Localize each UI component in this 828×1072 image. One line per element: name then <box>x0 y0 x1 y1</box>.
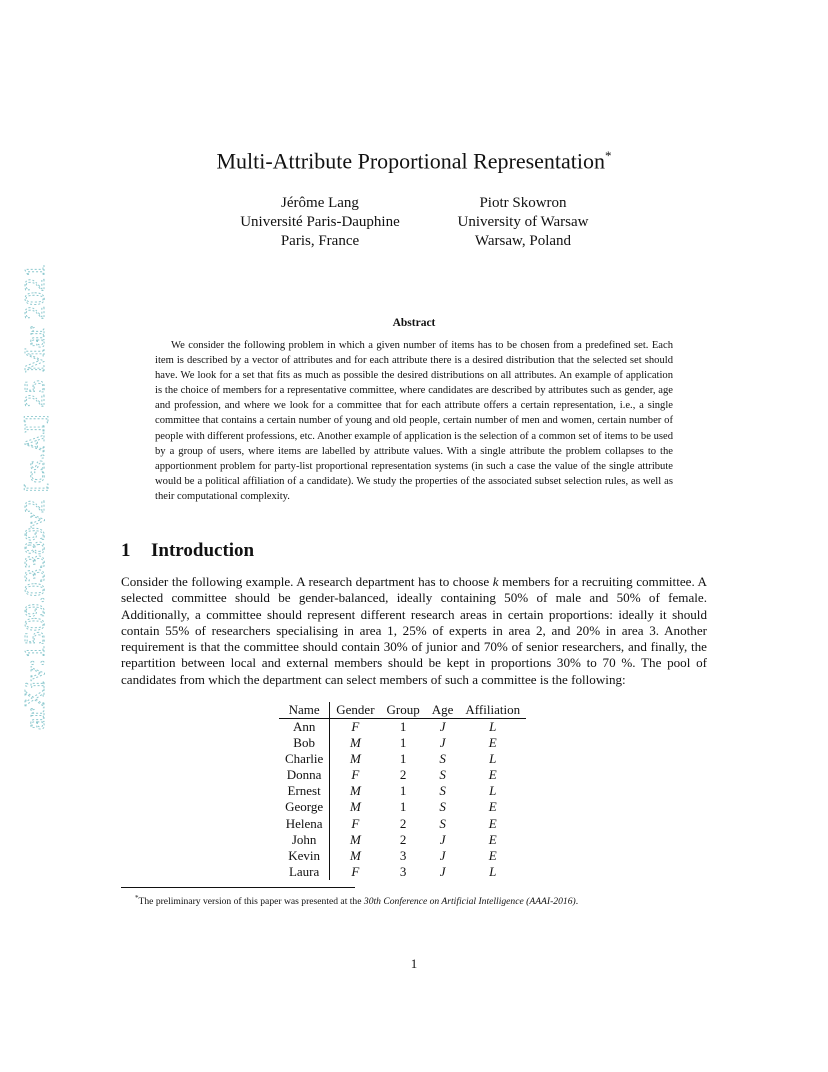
cell-name: Charlie <box>279 751 330 767</box>
cell-name: Ernest <box>279 783 330 799</box>
table-row <box>279 848 526 864</box>
cell-age: S <box>439 815 446 831</box>
cell-name: Bob <box>279 735 330 751</box>
cell-age: S <box>439 751 446 767</box>
table-body <box>279 719 526 880</box>
cell-group: 2 <box>399 831 407 847</box>
title-footnote-mark: * <box>605 148 612 163</box>
cell-name: Helena <box>279 816 330 832</box>
paper-title <box>0 148 828 174</box>
cell-name: Laura <box>279 864 330 880</box>
table-row <box>279 832 526 848</box>
page-number: 1 <box>410 956 418 971</box>
cell-group: 2 <box>399 767 407 783</box>
footnote-mark: * <box>135 894 139 902</box>
cell-age: S <box>439 783 446 799</box>
cell-group: 1 <box>399 799 407 815</box>
author-affiliation: University of Warsaw <box>457 214 589 230</box>
author-name: Piotr Skowron <box>479 195 567 211</box>
table-row <box>279 735 526 751</box>
cell-age: J <box>439 719 446 734</box>
cell-age: J <box>439 831 446 847</box>
cell-gender: M <box>349 831 361 847</box>
table-row <box>279 767 526 783</box>
cell-gender: M <box>349 783 361 799</box>
abstract-text: We consider the following problem in which a given number of items has to be chosen from a predefined set. Each item is described by a vector of attributes and for each attribute there is a desired distribution that the selected set should have. We look for a set that fits as much as possible the desired distributions on all attributes. An example of application is the choice of members for a representative committee, where candidates are described by attributes such as gender, age and profession, and where we look for a committee that for each attribute offers a certain representation, i.e., a single committee that contains a certain number of young and old people, certain number of men and women, certain number of people with different professions, etc. Another example of application is the selection of a common set of items to be used by a group of users, where items are labelled by attribute values. With a single attribute the problem collapses to the apportionment problem for party-list proportional representation systems (in such a case the value of the single attribute would be a political affiliation of a candidate). We study the properties of the associated subset selection rules, as well as their computational complexity. <box>155 340 673 502</box>
author-location: Paris, France <box>280 233 360 249</box>
cell-name: Kevin <box>279 848 330 864</box>
arxiv-side-stamp <box>10 251 54 732</box>
cell-age: S <box>439 799 446 815</box>
table-row <box>279 816 526 832</box>
header-affiliation: Affiliation <box>465 702 521 717</box>
cell-group: 2 <box>399 815 407 831</box>
intro-paragraph <box>121 574 707 688</box>
cell-affiliation: L <box>489 751 497 767</box>
cell-affiliation: E <box>488 815 497 831</box>
header-group: Group <box>386 702 420 717</box>
cell-group: 1 <box>399 719 407 734</box>
section-number: 1 <box>121 540 131 561</box>
section-heading <box>121 540 254 562</box>
cell-name: Donna <box>279 767 330 783</box>
arxiv-stamp-text: arXiv:1509.03389v2 [cs.AI] 25 Mar 2021 <box>20 251 51 730</box>
table-row <box>279 799 526 815</box>
cell-name: Ann <box>279 719 330 736</box>
table-row <box>279 783 526 799</box>
cell-affiliation: E <box>488 831 497 847</box>
intro-math-k: k <box>492 574 499 589</box>
table-row <box>279 719 526 736</box>
cell-affiliation: E <box>488 847 497 863</box>
header-age: Age <box>431 702 454 717</box>
cell-gender: F <box>351 719 360 734</box>
cell-group: 1 <box>399 735 407 751</box>
cell-affiliation: E <box>488 767 497 783</box>
cell-gender: M <box>349 735 361 751</box>
author-location: Warsaw, Poland <box>474 233 572 249</box>
cell-affiliation: E <box>488 735 497 751</box>
cell-age: J <box>439 863 446 879</box>
cell-gender: F <box>351 767 360 783</box>
cell-affiliation: E <box>488 799 497 815</box>
footnote <box>135 892 578 908</box>
cell-group: 1 <box>399 751 407 767</box>
header-name: Name <box>279 702 330 719</box>
cell-gender: M <box>349 847 361 863</box>
cell-gender: M <box>349 799 361 815</box>
cell-group: 3 <box>399 863 407 879</box>
section-title: Introduction <box>151 540 255 561</box>
cell-name: George <box>279 799 330 815</box>
cell-group: 1 <box>399 783 407 799</box>
author-block-2 <box>440 194 606 251</box>
candidates-table-wrapper <box>279 702 526 880</box>
cell-affiliation: L <box>489 863 497 879</box>
cell-name: John <box>279 832 330 848</box>
cell-age: S <box>439 767 446 783</box>
arxiv-stamp-svg <box>10 251 54 732</box>
footnote-text: The preliminary version of this paper was presented at the <box>138 896 364 908</box>
cell-gender: M <box>349 751 361 767</box>
header-gender: Gender <box>336 702 375 717</box>
table-header-row <box>279 702 526 719</box>
author-name: Jérôme Lang <box>281 195 359 211</box>
cell-affiliation: L <box>489 783 497 799</box>
footnote-end: . <box>575 896 579 908</box>
cell-age: J <box>439 735 446 751</box>
candidates-table <box>279 702 526 880</box>
table-row <box>279 864 526 880</box>
cell-affiliation: L <box>489 719 497 734</box>
intro-text-rest: members for a recruiting committee. A selected committee should be gender-balanced, ideally containing 50% of male and 50% of female. Additionally, a committee should represent different research areas in certain proportions: ideally it should contain 55% of researchers specialising in area 1, 25% of experts in area 2, and 20% in area 3. Another requirement is that the committee should contain 30% of junior and 70% of senior researchers, and finally, the repartition between local and external members should be kept in proportions 30% to 70 %. The pool of candidates from which the department can select members of such a committee is the following: <box>121 574 707 687</box>
paper-title-text: Multi-Attribute Proportional Representation <box>216 148 606 174</box>
footnote-rule <box>121 887 355 888</box>
cell-gender: F <box>351 863 360 879</box>
intro-text-start: Consider the following example. A research department has to choose <box>121 574 493 589</box>
author-affiliation: Université Paris-Dauphine <box>240 214 400 230</box>
abstract-heading: Abstract <box>392 317 436 329</box>
author-block-1 <box>222 194 418 251</box>
cell-group: 3 <box>399 847 407 863</box>
table-row <box>279 751 526 767</box>
cell-gender: F <box>351 815 360 831</box>
cell-age: J <box>439 847 446 863</box>
footnote-venue: 30th Conference on Artificial Intelligence (AAAI-2016) <box>363 896 576 908</box>
